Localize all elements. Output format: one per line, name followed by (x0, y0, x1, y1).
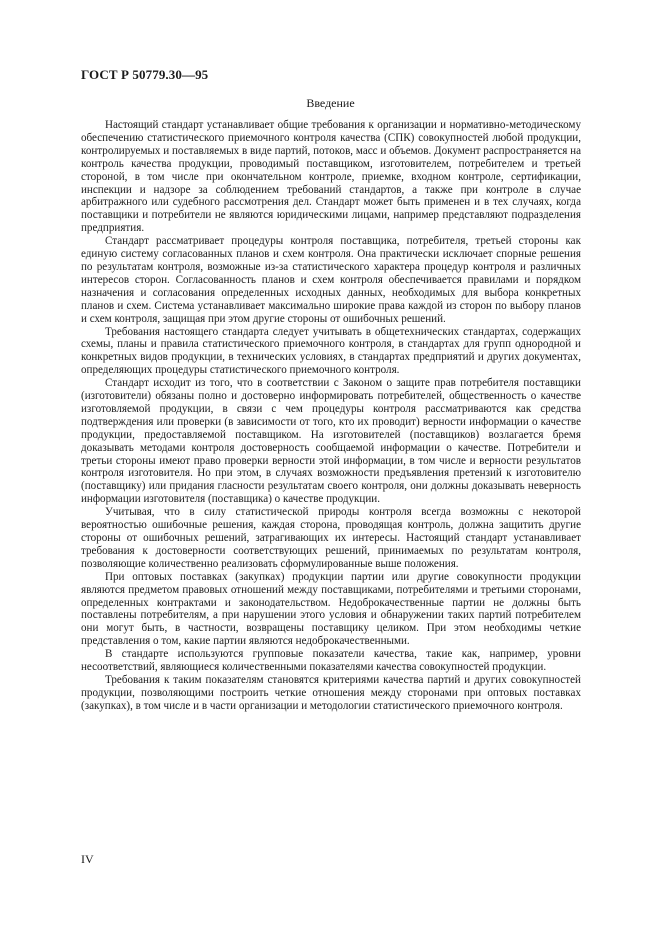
document-body (81, 119, 581, 713)
paragraph: Стандарт рассматривает процедуры контроля поставщика, потребителя, третьей стороны как единую систему согласованных планов и схем контроля. Она практически исключает спорные решения по результатам контроля, возможные из-за статистического характера процедур контроля и различных интересов сторон. Согласованность планов и схем контроля обеспечивается правилами и порядком назначения и согласования определенных исходных данных, необходимых для выбора конкретных планов и схем. Система устанавливает максимально широкие права каждой из сторон по выбору планов и схем контроля, защищая при этом другие стороны от ошибочных решений. (81, 235, 581, 325)
paragraph: Требования к таким показателям становятся критериями качества партий и других совокупностей продукции, позволяющими построить четкие отношения между сторонами при оптовых поставках (закупках), в том числе и в части организации и методологии статистического приемочного контроля. (81, 673, 581, 712)
document-id-header: ГОСТ Р 50779.30—95 (81, 67, 209, 82)
section-title: Введение (306, 96, 355, 110)
paragraph: При оптовых поставках (закупках) продукции партии или другие совокупности продукции являются предметом правовых отношений между поставщиками, потребителями и третьими сторонами, определенных контрактами и законодательством. Недоброкачественные партии не должны быть поставлены потребителям, а при нарушении этого условия и обнаружении таких партий потребителем они могут быть, в частности, возвращены поставщику целиком. При этом необходимы четкие представления о том, какие партии являются недоброкачественными. (81, 570, 581, 648)
paragraph: Требования настоящего стандарта следует учитывать в общетехнических стандартах, содержащих схемы, планы и правила статистического приемочного контроля, в стандартах для групп однородной и конкретных видов продукции, в технических условиях, в стандартах предприятий и других документах, определяющих процедуры статистического приемочного контроля. (81, 325, 581, 377)
paragraph: В стандарте используются групповые показатели качества, такие как, например, уровни несоответствий, являющиеся количественными показателями качества совокупностей продукции. (81, 648, 581, 674)
paragraph: Учитывая, что в силу статистической природы контроля всегда возможны с некоторой вероятностью ошибочные решения, каждая сторона, проводящая контроль, должна защитить другие стороны от ошибочных решений, затрагивающих их интересы. Настоящий стандарт устанавливает требования к достоверности соответствующих решений, принимаемых по результатам контроля, позволяющие количественно реализовать сформулированные выше положения. (81, 506, 581, 570)
paragraph: Настоящий стандарт устанавливает общие требования к организации и нормативно-методическому обеспечению статистического приемочного контроля качества (СПК) совокупностей любой продукции, контролируемых и поставляемых в виде партий, потоков, масс и объемов. Документ распространяется на контроль качества продукции, проводимый поставщиком, изготовителем, потребителем и третьей стороной, в том числе при окончательном контроле, приемке, входном контроле, сертификации, инспекции и надзоре за соблюдением требований стандартов, а также при контроле в случае арбитражного или судебного рассмотрения дел. Стандарт может быть применен и в тех случаях, когда поставщики и потребители не являются юридическими лицами, например представляют подразделения предприятия. (81, 119, 581, 235)
paragraph: Стандарт исходит из того, что в соответствии с Законом о защите прав потребителя поставщики (изготовители) обязаны полно и достоверно информировать потребителей, общественность о качестве изготовляемой продукции, в связи с чем процедуры контроля рассматриваются как средства подтверждения или проверки (в зависимости от того, кто их проводит) верности информации о качестве продукции, предоставляемой поставщиком. На изготовителей (поставщиков) возлагается бремя доказывать методами контроля достоверность сообщаемой информации о качестве. Потребители и третьи стороны имеют право проверки верности этой информации, в том числе и верности результатов контроля изготовителя. Но при этом, в случаях возможности предъявления претензий к изготовителю (поставщику) или придания гласности результатам своего контроля, они должны доказывать неверность информации изготовителя (поставщика) о качестве продукции. (81, 377, 581, 506)
page-number: IV (81, 852, 94, 866)
